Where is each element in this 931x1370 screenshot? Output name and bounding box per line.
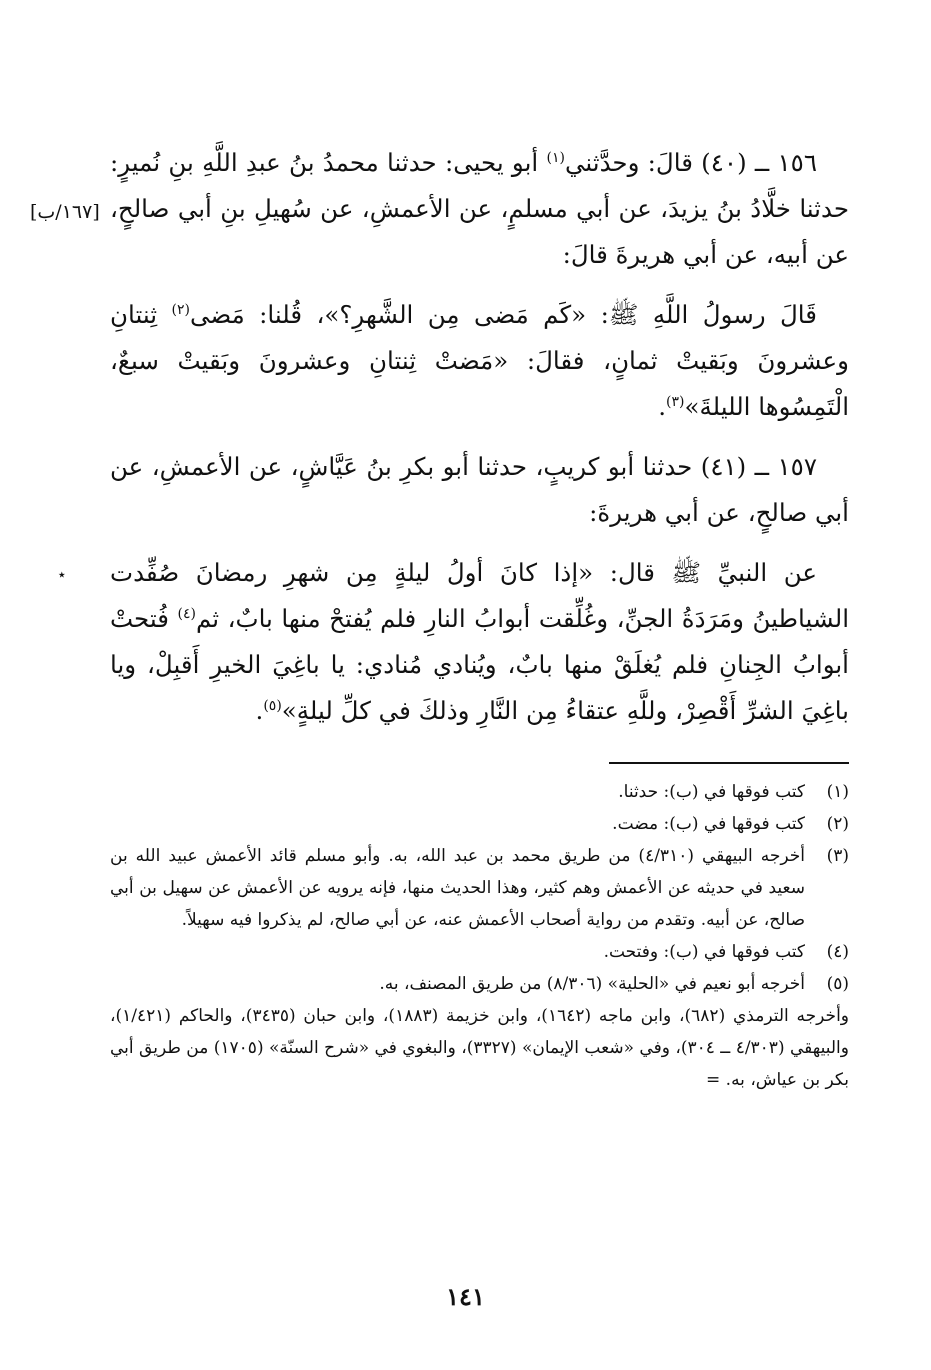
footnote-number: (٤) [826,942,849,962]
margin-mark: ٭ [58,567,66,583]
footnote-number: (١) [826,782,849,802]
hadith-156-isnad: [١٦٧/ب] ١٥٦ ــ (٤٠) قالَ: وحدَّثني$^{(١)}$ أبو يحيى: حدثنا محمدُ بنُ عبدِ اللَّهِ بنِ نُميرٍ: حدثنا خلَّادُ بنُ يزيدَ، عن أبي مسلمٍ، عن الأعمشِ، عن سُهيلِ بنِ أبي صالحٍ، عن أبيه، عن أبي هريرةَ قالَ: [110,140,849,278]
footnote-item [110,808,849,840]
footnote-ref-5[interactable]: (٥) [263,697,282,714]
hadith-157-matn: ٭ عن النبيِّ ﷺ قال: «إذا كانَ أولُ ليلةٍ مِن شهرِ رمضانَ صُفِّدت الشياطينُ ومَرَدَةُ الجنِّ، وغُلِّقت أبوابُ النارِ فلم يُفتحْ منها بابٌ، ثم$^{(٤)}$ فُتحتْ أبوابُ الجِنانِ فلم يُغلَقْ منها بابٌ، ويُنادي مُنادي: يا باغِيَ الخيرِ أَقبِلْ، ويا باغِيَ الشرِّ أَقْصِرْ، وللَّهِ عتقاءُ مِن النَّارِ وذلكَ في كلِّ ليلةٍ»$^{(٥)}$. [110,550,849,734]
footnote-number: (٣) [826,846,849,866]
footnote-ref-4[interactable]: (٤) [177,605,196,622]
footnote-ref-3[interactable]: (٣) [666,393,685,410]
footnote-text: كتب فوقها في (ب): مضت. [612,814,805,834]
footnote-text: كتب فوقها في (ب): حدثنا. [618,782,805,802]
footnote-text: أخرجه أبو نعيم في «الحلية» (٨/٣٠٦) من طريق المصنف، به. [379,974,805,994]
page-body [30,140,850,1370]
footnote-text: أخرجه البيهقي (٤/٣١٠) من طريق محمد بن عبد الله، به. وأبو مسلم قائد الأعمش عبيد الله بن سعيد في حديثه عن الأعمش وهم كثير، وهذا الحديث منها، فإنه يرويه عن الأعمش عن سهيل بن أبي صالح، عن أبيه. وتقدم من رواية أصحاب الأعمش عنه، عن أبي صالح، لم يذكروا فيه سهيلاً. [110,846,806,930]
footnote-number: (٢) [826,814,849,834]
margin-reference: [١٦٧/ب] [30,201,100,223]
footnote-item [110,776,849,808]
footnote-item [110,936,849,968]
footnote-number: (٥) [826,974,849,994]
footnote-continuation: وأخرجه الترمذي (٦٨٢)، وابن ماجه (١٦٤٢)، وابن خزيمة (١٨٨٣)، وابن حبان (٣٤٣٥)، والحاكم (١/٤٢١)، والبيهقي (٤/٣٠٣ ــ ٣٠٤)، وفي «شعب الإيمان» (٣٣٢٧)، والبغوي في «شرح السنّة» (١٧٠٥) من طريق أبي بكر بن عياش، به. = [110,1006,850,1090]
footnote-item [110,840,849,936]
footnotes [110,776,849,1096]
footnote-text: كتب فوقها في (ب): وفتحت. [603,942,805,962]
hadith-156-matn: قَالَ رسولُ اللَّهِ ﷺ: «كَم مَضى مِن الشَّهرِ؟»، قُلنا: مَضى$^{(٢)}$ ثِنتانِ وعشرونَ وبَقيتْ ثمانٍ، فقالَ: «مَضتْ ثِنتانِ وعشرونَ وبَقيتْ سبعٌ، الْتَمِسُوها الليلةَ»$^{(٣)}$. [110,300,849,421]
page-number: ١٤١ [446,1282,485,1311]
hadith-157-isnad: ١٥٧ ــ (٤١) حدثنا أبو كريبٍ، حدثنا أبو بكرِ بنُ عَيَّاشٍ، عن الأعمشِ، عن أبي صالحٍ، عن أبي هريرةَ: [110,452,849,527]
footnote-separator [609,762,849,764]
footnote-ref-1[interactable]: (١) [546,149,565,166]
footnote-ref-2[interactable]: (٢) [171,301,190,318]
footnote-item [110,968,849,1000]
